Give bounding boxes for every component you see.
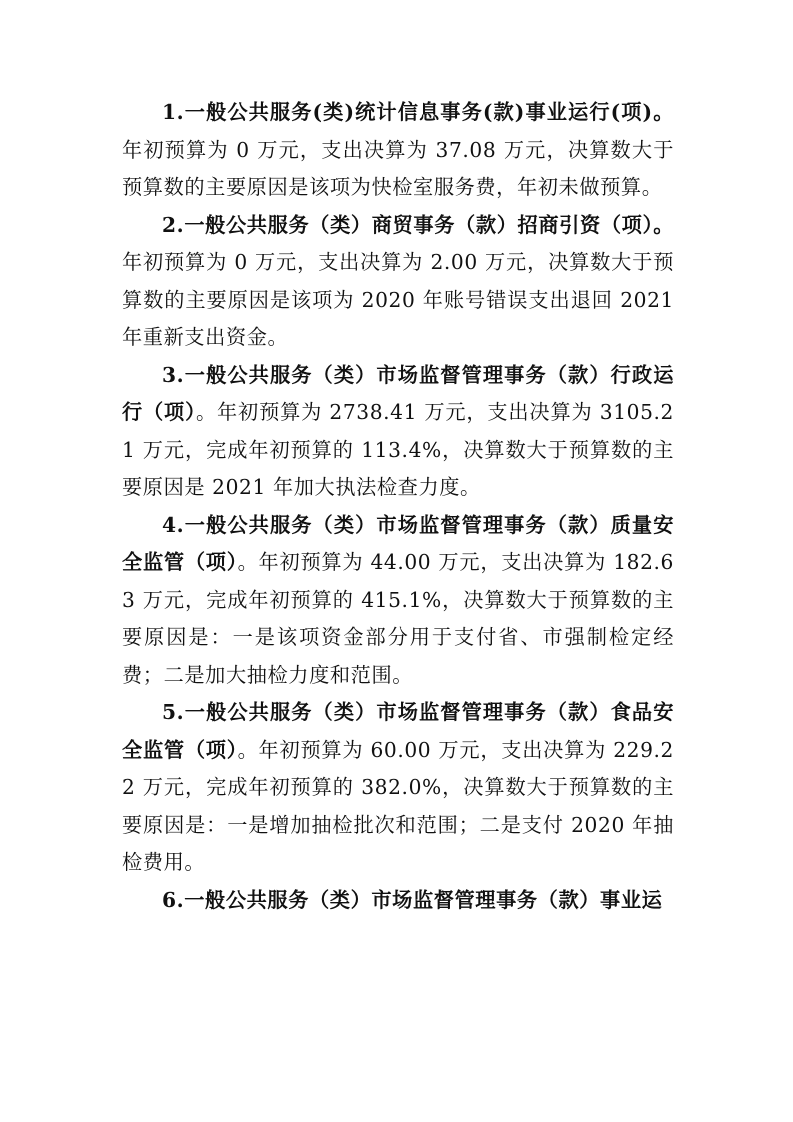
paragraph-6 [122, 882, 674, 920]
paragraph-3 [122, 357, 674, 507]
paragraph-2 [122, 207, 674, 357]
paragraph-2-heading: 2.一般公共服务（类）商贸事务（款）招商引资（项）。 [162, 212, 674, 237]
paragraph-4 [122, 507, 674, 695]
paragraph-3-text: 。年初预算为 2738.41 万元，支出决算为 3105.21 万元，完成年初预算的 113.4%，决算数大于预算数的主要原因是 2021 年加大执法检查力度。 [122, 400, 674, 499]
paragraph-1-heading: 1.一般公共服务(类)统计信息事务(款)事业运行(项)。 [162, 100, 674, 124]
paragraph-4-heading: 4.一般公共服务（类）市场监督管理事务（款）质量安全监管（项） [122, 512, 674, 574]
paragraph-2-text: 年初预算为 0 万元，支出决算为 2.00 万元，决算数大于预算数的主要原因是该项为 2020 年账号错误支出退回 2021 年重新支出资金。 [122, 250, 674, 349]
paragraph-3-heading: 3.一般公共服务（类）市场监督管理事务（款）行政运行（项） [122, 362, 674, 424]
paragraph-1 [122, 94, 674, 207]
paragraph-5-heading: 5.一般公共服务（类）市场监督管理事务（款）食品安全监管（项） [122, 700, 674, 762]
document-body [122, 94, 674, 919]
paragraph-1-text: 年初预算为 0 万元，支出决算为 37.08 万元，决算数大于预算数的主要原因是该项为快检室服务费，年初未做预算。 [122, 137, 674, 199]
paragraph-5-text: 。年初预算为 60.00 万元，支出决算为 229.22 万元，完成年初预算的 382.0%，决算数大于预算数的主要原因是：一是增加抽检批次和范围；二是支付 2020 年抽检费用。 [122, 737, 674, 874]
paragraph-6-heading: 6.一般公共服务（类）市场监督管理事务（款）事业运 [162, 887, 663, 912]
paragraph-5 [122, 694, 674, 882]
paragraph-4-text: 。年初预算为 44.00 万元，支出决算为 182.63 万元，完成年初预算的 415.1%，决算数大于预算数的主要原因是：一是该项资金部分用于支付省、市强制检定经费；二是加大抽检力度和范围。 [122, 550, 674, 687]
